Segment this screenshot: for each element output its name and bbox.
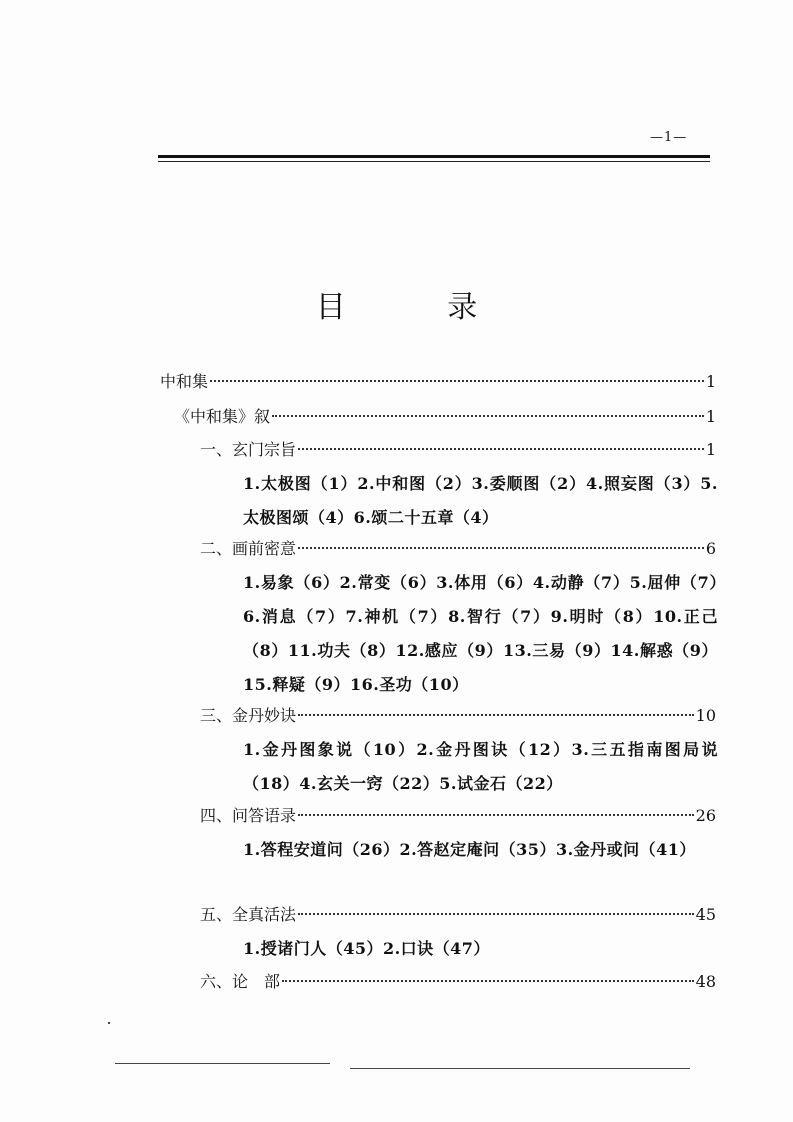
toc-entry-section[interactable] — [200, 804, 716, 828]
toc-entry-section[interactable] — [200, 970, 716, 994]
toc-entry-page: 48 — [695, 972, 716, 991]
scan-artifact-line — [115, 1063, 330, 1064]
toc-entry-label: 二、画前密意 — [200, 539, 297, 558]
dot-leader — [298, 814, 694, 816]
toc-entry-label: 三、金丹妙诀 — [200, 706, 297, 725]
toc-entry-label: 六、论 部 — [200, 972, 281, 991]
toc-entry-label: 中和集 — [160, 372, 209, 391]
header-rule — [158, 155, 710, 158]
scan-artifact-line — [350, 1068, 690, 1069]
toc-entry-label: 五、全真活法 — [200, 905, 297, 924]
toc-subitems: 1.易象（6）2.常变（6）3.体用（6）4.动静（7）5.屈伸（7）6.消息（7）7.神机（7）8.智行（7）9.明时（8）10.正己（8）11.功夫（8）12.感应（9）13.三易（9）14.解惑（9）15.释疑（9）16.圣功（10） — [243, 573, 718, 694]
toc-entry-page: 1 — [705, 407, 716, 426]
toc-entry-label: 《中和集》叙 — [174, 407, 271, 426]
scan-artifact-dot — [108, 1022, 110, 1024]
toc-entry-section[interactable] — [200, 704, 716, 728]
toc-entry-page: 10 — [695, 706, 716, 725]
toc-subitems: 1.授诸门人（45）2.口诀（47） — [243, 939, 490, 958]
toc-entry-label: 四、问答语录 — [200, 806, 297, 825]
dot-leader — [210, 380, 704, 382]
dot-leader — [298, 913, 694, 915]
toc-subitems: 1.金丹图象说（10）2.金丹图诀（12）3.三五指南图局说（18）4.玄关一窍（22）5.试金石（22） — [243, 740, 718, 793]
toc-subitems: 1.太极图（1）2.中和图（2）3.委顺图（2）4.照妄图（3）5.太极图颂（4）6.颂二十五章（4） — [243, 474, 718, 527]
page-title: 目 录 — [315, 290, 524, 325]
dot-leader — [298, 714, 694, 716]
toc-entry-section[interactable] — [200, 438, 716, 462]
toc-entry-page: 6 — [705, 539, 716, 558]
toc-entry-label: 一、玄门宗旨 — [200, 440, 297, 459]
dot-leader — [298, 547, 704, 549]
toc-subitems: 1.答程安道问（26）2.答赵定庵问（35）3.金丹或问（41） — [243, 840, 696, 859]
toc-entry-preface[interactable] — [174, 405, 716, 429]
toc-entry-page: 1 — [705, 440, 716, 459]
toc-entry-section[interactable] — [200, 903, 716, 927]
toc-entry-page: 45 — [695, 905, 716, 924]
dot-leader — [272, 415, 704, 417]
toc-entry-book[interactable] — [160, 370, 716, 394]
header-rule-thin — [158, 161, 710, 162]
page-number: —1— — [650, 130, 688, 145]
dot-leader — [298, 448, 704, 450]
toc-entry-section[interactable] — [200, 537, 716, 561]
toc-entry-page: 1 — [705, 372, 716, 391]
toc-entry-page: 26 — [695, 806, 716, 825]
dot-leader — [282, 980, 694, 982]
